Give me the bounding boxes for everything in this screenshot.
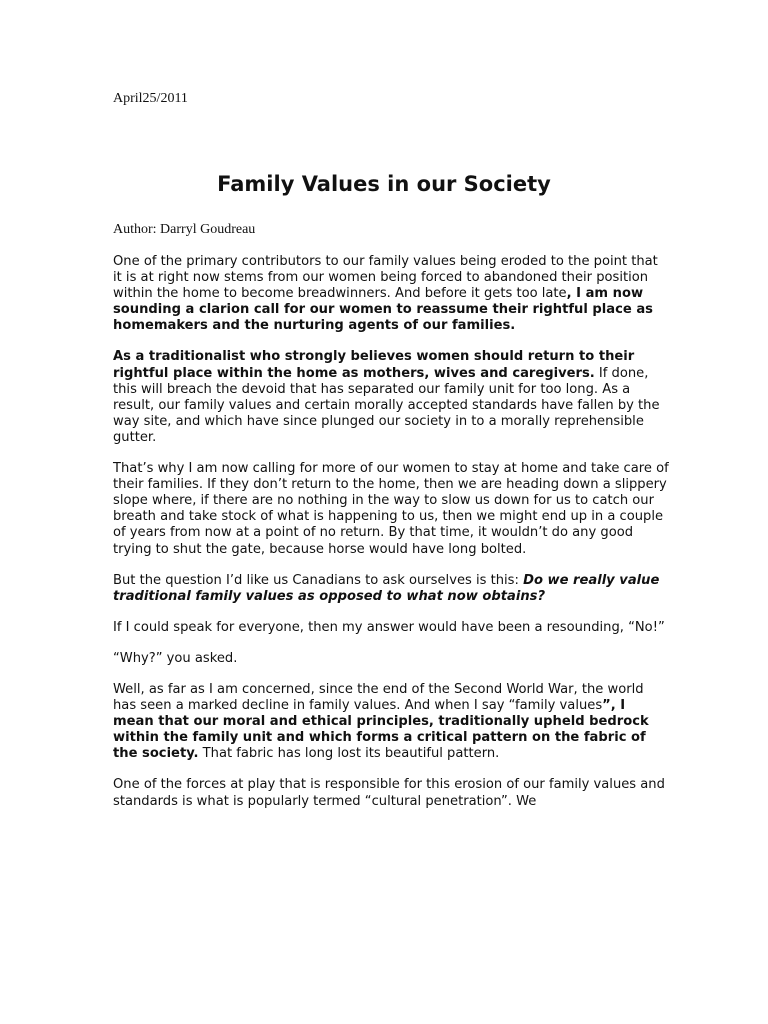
paragraph-bold-italic-text: Do we really value traditional family values as opposed to what now obtains?	[113, 572, 660, 604]
paragraph-text: If done, this will breach the devoid that has separated our family unit for too long. As a result, our family values and certain morally accepted standards have fallen by the way site, and which have since plunged our society in to a morally reprehensible gutter.	[113, 365, 660, 445]
document-author: Author: Darryl Goudreau	[113, 222, 256, 237]
paragraph-text: One of the forces at play that is responsible for this erosion of our family values and standards is what is popularly termed “cultural penetration”. We	[113, 777, 665, 809]
paragraph-text: “Why?” you asked.	[113, 650, 238, 666]
paragraph	[113, 349, 669, 446]
paragraph-bold-text: , I am now sounding a clarion call for our women to reassume their rightful place as homemakers and the nurturing agents of our families.	[113, 286, 653, 334]
paragraph	[113, 651, 669, 667]
paragraph-bold-text: As a traditionalist who strongly believes women should return to their rightful place within the home as mothers, wives and caregivers.	[113, 349, 635, 381]
paragraph	[113, 620, 669, 636]
paragraph	[113, 254, 669, 334]
document-date: April25/2011	[113, 91, 188, 106]
paragraph-text: One of the primary contributors to our family values being eroded to the point that it is at right now stems from our women being forced to abandoned their position within the home to become breadwinners. And before it gets too late	[113, 254, 658, 302]
paragraph	[113, 777, 669, 809]
paragraph	[113, 573, 669, 605]
paragraph-bold-text: ”, I mean that our moral and ethical principles, traditionally upheld bedrock within the family unit and which forms a critical pattern on the fabric of the society.	[113, 698, 649, 762]
paragraph	[113, 461, 669, 558]
paragraph-text: But the question I’d like us Canadians to ask ourselves is this:	[113, 572, 524, 588]
document-title: Family Values in our Society	[217, 172, 551, 196]
paragraph-text: That fabric has long lost its beautiful pattern.	[198, 746, 500, 762]
document-body	[113, 254, 669, 825]
paragraph-text: Well, as far as I am concerned, since the end of the Second World War, the world has seen a marked decline in family values. And when I say “family values	[113, 681, 644, 714]
paragraph	[113, 682, 669, 762]
paragraph-text: If I could speak for everyone, then my answer would have been a resounding, “No!”	[113, 619, 665, 635]
paragraph-text: That’s why I am now calling for more of our women to stay at home and take care of their families. If they don’t return to the home, then we are heading down a slippery slope where, if there are no nothing in the way to slow us down for us to catch our breath and take stock of what is happening to us, then we might end up in a couple of years from now at a point of no return. By that time, it wouldn’t do any good trying to shut the gate, because horse would have long bolted.	[113, 461, 669, 557]
